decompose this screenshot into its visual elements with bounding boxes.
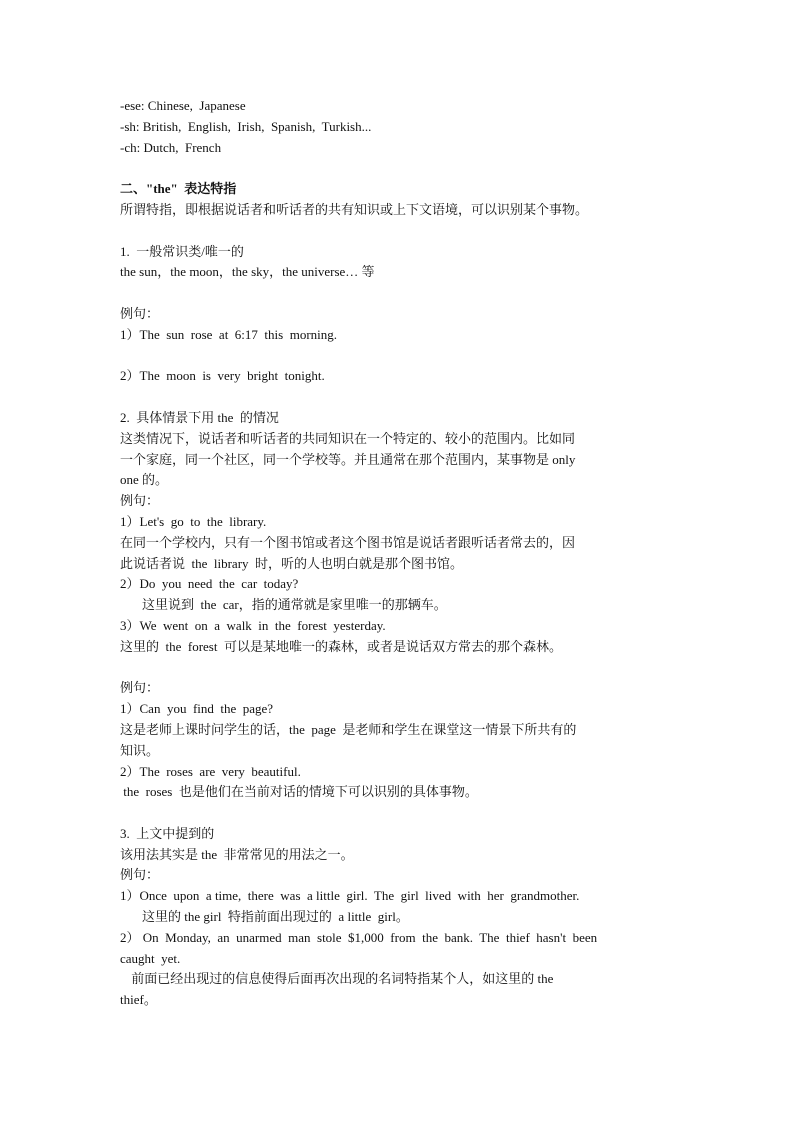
part-2-example-5-note: the roses 也是他们在当前对话的情境下可以识别的具体事物。: [120, 784, 478, 800]
part-2-example-1-note-line-2: 此说话者说 the library 时，听的人也明白就是那个图书馆。: [120, 555, 464, 571]
part-2-example-label-2: 例句：: [120, 680, 160, 696]
part-2-desc-line-1: 这类情况下，说话者和听话者的共同知识在一个特定的、较小的范围内。比如同: [120, 430, 576, 446]
part-2-title: 2. 具体情景下用 the 的情况: [120, 409, 279, 425]
spacer: [120, 346, 676, 367]
spacer: [120, 221, 676, 242]
spacer: [120, 283, 676, 304]
document-page: [120, 96, 676, 1011]
part-2-example-2: 2）Do you need the car today?: [120, 576, 299, 592]
part-3-example-2-line-2: caught yet.: [120, 950, 181, 966]
part-3-example-label: 例句：: [120, 867, 160, 883]
suffix-ch-line: -ch: Dutch, French: [120, 139, 222, 155]
part-3-example-1-note: 这里的 the girl 特指前面出现过的 a little girl。: [142, 909, 409, 925]
part-2-example-2-note: 这里说到 the car，指的通常就是家里唯一的那辆车。: [142, 597, 447, 613]
part-1-example-label: 例句：: [120, 305, 160, 321]
part-2-example-1-note-line-1: 在同一个学校内，只有一个图书馆或者这个图书馆是说话者跟听话者常去的，因: [120, 534, 576, 550]
spacer: [120, 658, 676, 679]
part-2-example-3: 3）We went on a walk in the forest yesterday.: [120, 617, 386, 633]
section-2-title: 二、"the" 表达特指: [120, 181, 237, 197]
part-2-example-4-note-line-1: 这是老师上课时问学生的话，the page 是老师和学生在课堂这一情景下所共有的: [120, 721, 577, 737]
part-2-example-4: 1）Can you find the page?: [120, 701, 274, 717]
part-2-example-3-note: 这里的 the forest 可以是某地唯一的森林，或者是说话双方常去的那个森林。: [120, 638, 562, 654]
spacer: [120, 803, 676, 824]
part-1-example-1: 1）The sun rose at 6:17 this morning.: [120, 326, 338, 342]
spacer: [120, 158, 676, 179]
part-3-example-2-line-1: 2） On Monday, an unarmed man stole $1,000 from the bank. The thief hasn't been: [120, 929, 598, 945]
part-2-desc-line-2: 一个家庭，同一个社区，同一个学校等。并且通常在那个范围内，某事物是 only: [120, 451, 576, 467]
part-1-examples-list: the sun，the moon，the sky，the universe… 等: [120, 264, 375, 280]
suffix-ese-line: -ese: Chinese, Japanese: [120, 98, 246, 113]
part-3-example-2-note-line-1: 前面已经出现过的信息使得后面再次出现的名词特指某个人，如这里的 the: [128, 971, 554, 987]
part-3-title: 3. 上文中提到的: [120, 825, 215, 841]
spacer: [120, 387, 676, 408]
part-3-example-1: 1）Once upon a time, there was a little girl. The girl lived with her grandmother.: [120, 888, 580, 904]
part-1-example-2: 2）The moon is very bright tonight.: [120, 368, 325, 384]
part-1-title: 1. 一般常识类/唯一的: [120, 243, 244, 259]
part-2-example-label: 例句：: [120, 493, 160, 509]
part-2-example-5: 2）The roses are very beautiful.: [120, 763, 301, 779]
part-3-desc: 该用法其实是 the 非常常见的用法之一。: [120, 846, 354, 862]
part-3-example-2-note-line-2: thief。: [120, 992, 157, 1008]
section-2-intro: 所谓特指，即根据说话者和听话者的共有知识或上下文语境，可以识别某个事物。: [120, 201, 589, 217]
part-2-example-4-note-line-2: 知识。: [120, 742, 160, 758]
part-2-example-1: 1）Let's go to the library.: [120, 513, 267, 529]
suffix-sh-line: -sh: British, English, Irish, Spanish, Turkish...: [120, 118, 372, 134]
part-2-desc-line-3: one 的。: [120, 472, 169, 488]
